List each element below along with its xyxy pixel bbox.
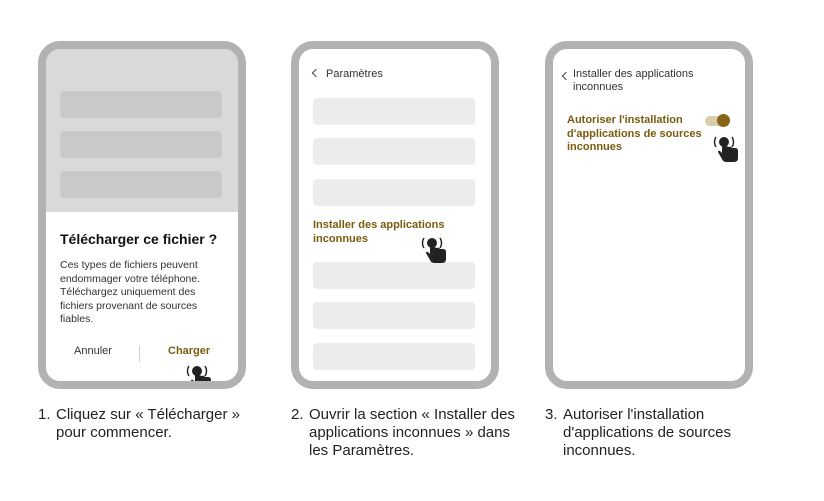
toggle-switch-icon[interactable]	[705, 116, 729, 126]
install-unknown-apps-item[interactable]: Installer des applications inconnues	[313, 219, 445, 245]
settings-item[interactable]	[313, 302, 475, 329]
step-text: Autoriser l'installation d'applications de sources inconnues.	[563, 406, 731, 459]
toggle-knob	[717, 114, 730, 127]
settings-item[interactable]	[313, 179, 475, 206]
settings-item[interactable]	[313, 262, 475, 289]
download-button[interactable]: Charger	[168, 345, 211, 357]
placeholder-bar	[60, 91, 222, 118]
button-divider	[139, 346, 140, 362]
step-text: Cliquez sur « Télécharger » pour commencer.	[56, 406, 240, 441]
placeholder-bar	[60, 171, 222, 198]
placeholder-bar	[60, 131, 222, 158]
tap-hand-icon	[712, 131, 742, 163]
chevron-left-icon[interactable]	[312, 69, 320, 77]
cancel-button[interactable]: Annuler	[74, 345, 112, 357]
install-unknown-apps-header[interactable]	[573, 68, 733, 94]
settings-header[interactable]	[313, 68, 383, 81]
tap-hand-icon	[420, 232, 450, 264]
settings-title: Paramètres	[326, 68, 383, 80]
tap-hand-icon	[185, 360, 215, 389]
step-number: 2.	[291, 406, 304, 423]
dimmed-background	[46, 49, 238, 212]
step-number: 3.	[545, 406, 558, 423]
allow-install-label: Autoriser l'installation d'applications de sources inconnues	[567, 114, 702, 153]
dialog-title: Télécharger ce fichier ?	[60, 231, 218, 247]
phone-step-2	[291, 41, 499, 389]
step-text: Ouvrir la section « Installer des applications inconnues » dans les Paramètres.	[309, 406, 515, 459]
settings-item[interactable]	[313, 138, 475, 165]
screen-title: Installer des applications inconnues	[573, 68, 694, 93]
step-number: 1.	[38, 406, 51, 423]
dialog-message: Ces types de fichiers peuvent endommager votre téléphone. Téléchargez uniquement des fichiers provenant de sources fiables.	[60, 259, 201, 325]
chevron-left-icon[interactable]	[562, 72, 570, 80]
settings-item[interactable]	[313, 98, 475, 125]
phone-step-3	[545, 41, 753, 389]
settings-item[interactable]	[313, 343, 475, 370]
phone-step-1	[38, 41, 246, 389]
